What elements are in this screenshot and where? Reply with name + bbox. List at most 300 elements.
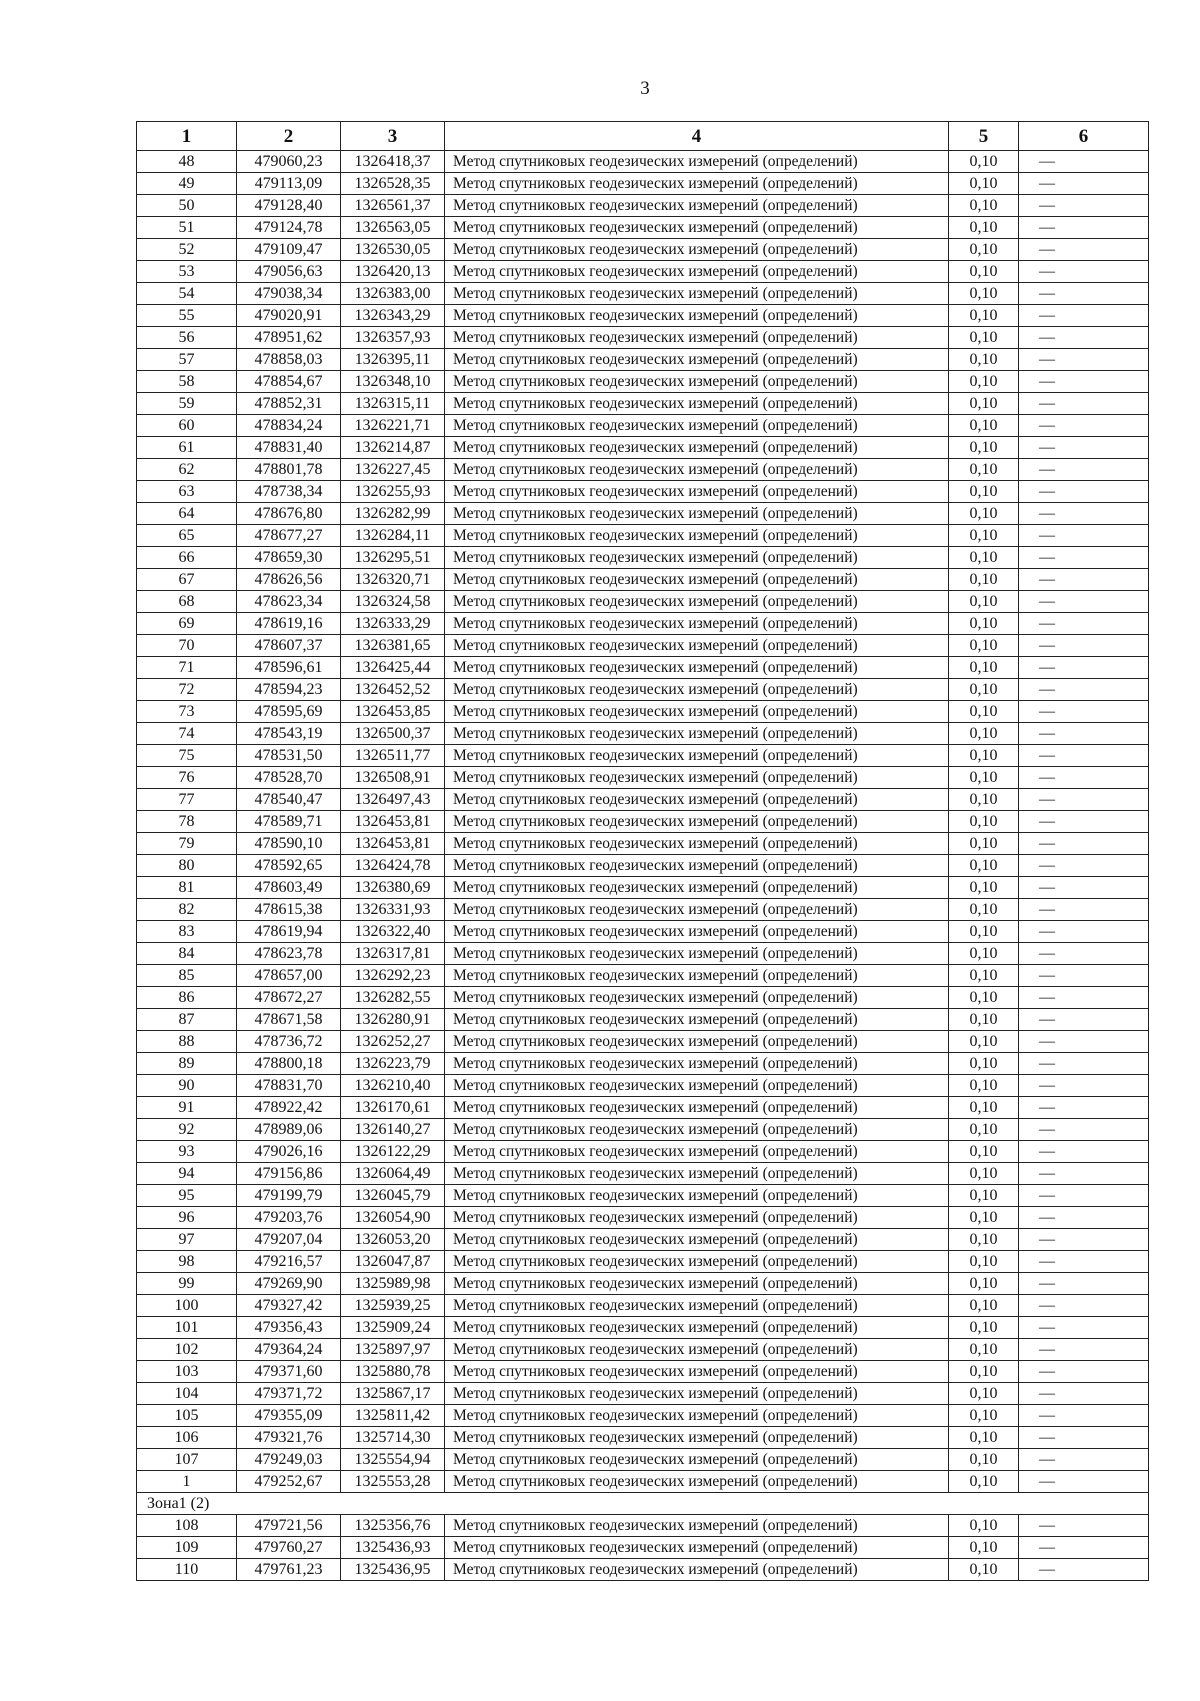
point-number-cell: 50: [137, 195, 237, 217]
table-row: [137, 1515, 1149, 1537]
method-cell: Метод спутниковых геодезических измерений (определений): [445, 1405, 949, 1427]
x-coordinate-cell: 479199,79: [237, 1185, 341, 1207]
x-coordinate-cell: 478736,72: [237, 1031, 341, 1053]
accuracy-cell: 0,10: [949, 943, 1019, 965]
y-coordinate-cell: 1326343,29: [341, 305, 445, 327]
x-coordinate-cell: 479156,86: [237, 1163, 341, 1185]
accuracy-cell: 0,10: [949, 1559, 1019, 1581]
accuracy-cell: 0,10: [949, 1537, 1019, 1559]
note-cell: —: [1019, 1361, 1149, 1383]
point-number-cell: 104: [137, 1383, 237, 1405]
note-cell: —: [1019, 349, 1149, 371]
method-cell: Метод спутниковых геодезических измерений (определений): [445, 459, 949, 481]
table-row: [137, 1383, 1149, 1405]
point-number-cell: 95: [137, 1185, 237, 1207]
point-number-cell: 57: [137, 349, 237, 371]
accuracy-cell: 0,10: [949, 1273, 1019, 1295]
y-coordinate-cell: 1326210,40: [341, 1075, 445, 1097]
accuracy-cell: 0,10: [949, 239, 1019, 261]
x-coordinate-cell: 479760,27: [237, 1537, 341, 1559]
y-coordinate-cell: 1326425,44: [341, 657, 445, 679]
note-cell: —: [1019, 745, 1149, 767]
point-number-cell: 69: [137, 613, 237, 635]
method-cell: Метод спутниковых геодезических измерений (определений): [445, 1251, 949, 1273]
note-cell: —: [1019, 1251, 1149, 1273]
note-cell: —: [1019, 547, 1149, 569]
column-header: 2: [237, 122, 341, 151]
note-cell: —: [1019, 1449, 1149, 1471]
point-number-cell: 83: [137, 921, 237, 943]
method-cell: Метод спутниковых геодезических измерений (определений): [445, 591, 949, 613]
y-coordinate-cell: 1326500,37: [341, 723, 445, 745]
table-row: [137, 1251, 1149, 1273]
method-cell: Метод спутниковых геодезических измерений (определений): [445, 1163, 949, 1185]
accuracy-cell: 0,10: [949, 1207, 1019, 1229]
point-number-cell: 96: [137, 1207, 237, 1229]
accuracy-cell: 0,10: [949, 1031, 1019, 1053]
column-header: 4: [445, 122, 949, 151]
note-cell: —: [1019, 503, 1149, 525]
note-cell: —: [1019, 635, 1149, 657]
accuracy-cell: 0,10: [949, 415, 1019, 437]
x-coordinate-cell: 479364,24: [237, 1339, 341, 1361]
x-coordinate-cell: 478834,24: [237, 415, 341, 437]
accuracy-cell: 0,10: [949, 371, 1019, 393]
accuracy-cell: 0,10: [949, 1427, 1019, 1449]
table-row: [137, 525, 1149, 547]
table-row: [137, 305, 1149, 327]
point-number-cell: 86: [137, 987, 237, 1009]
method-cell: Метод спутниковых геодезических измерений (определений): [445, 1075, 949, 1097]
y-coordinate-cell: 1326420,13: [341, 261, 445, 283]
y-coordinate-cell: 1326381,65: [341, 635, 445, 657]
y-coordinate-cell: 1326140,27: [341, 1119, 445, 1141]
x-coordinate-cell: 479109,47: [237, 239, 341, 261]
point-number-cell: 71: [137, 657, 237, 679]
method-cell: Метод спутниковых геодезических измерений (определений): [445, 635, 949, 657]
y-coordinate-cell: 1326170,61: [341, 1097, 445, 1119]
point-number-cell: 72: [137, 679, 237, 701]
y-coordinate-cell: 1326122,29: [341, 1141, 445, 1163]
zone-label: Зона1 (2): [137, 1493, 1149, 1515]
x-coordinate-cell: 478590,10: [237, 833, 341, 855]
method-cell: Метод спутниковых геодезических измерений (определений): [445, 547, 949, 569]
note-cell: —: [1019, 393, 1149, 415]
table-row: [137, 591, 1149, 613]
point-number-cell: 79: [137, 833, 237, 855]
x-coordinate-cell: 478738,34: [237, 481, 341, 503]
note-cell: —: [1019, 195, 1149, 217]
table-row: [137, 283, 1149, 305]
x-coordinate-cell: 478595,69: [237, 701, 341, 723]
note-cell: —: [1019, 1141, 1149, 1163]
table-row: [137, 151, 1149, 173]
method-cell: Метод спутниковых геодезических измерений (определений): [445, 415, 949, 437]
point-number-cell: 1: [137, 1471, 237, 1493]
x-coordinate-cell: 478676,80: [237, 503, 341, 525]
accuracy-cell: 0,10: [949, 899, 1019, 921]
note-cell: —: [1019, 1053, 1149, 1075]
y-coordinate-cell: 1326424,78: [341, 855, 445, 877]
method-cell: Метод спутниковых геодезических измерений (определений): [445, 767, 949, 789]
point-number-cell: 94: [137, 1163, 237, 1185]
y-coordinate-cell: 1326324,58: [341, 591, 445, 613]
x-coordinate-cell: 478951,62: [237, 327, 341, 349]
note-cell: —: [1019, 1273, 1149, 1295]
y-coordinate-cell: 1326530,05: [341, 239, 445, 261]
x-coordinate-cell: 479026,16: [237, 1141, 341, 1163]
point-number-cell: 103: [137, 1361, 237, 1383]
accuracy-cell: 0,10: [949, 349, 1019, 371]
accuracy-cell: 0,10: [949, 1295, 1019, 1317]
method-cell: Метод спутниковых геодезических измерений (определений): [445, 1339, 949, 1361]
note-cell: —: [1019, 1405, 1149, 1427]
note-cell: —: [1019, 833, 1149, 855]
table-row: [137, 437, 1149, 459]
x-coordinate-cell: 478596,61: [237, 657, 341, 679]
accuracy-cell: 0,10: [949, 569, 1019, 591]
x-coordinate-cell: 479124,78: [237, 217, 341, 239]
y-coordinate-cell: 1325989,98: [341, 1273, 445, 1295]
accuracy-cell: 0,10: [949, 591, 1019, 613]
table-row: [137, 481, 1149, 503]
accuracy-cell: 0,10: [949, 1229, 1019, 1251]
note-cell: —: [1019, 877, 1149, 899]
note-cell: —: [1019, 239, 1149, 261]
table-row: [137, 1273, 1149, 1295]
x-coordinate-cell: 479249,03: [237, 1449, 341, 1471]
y-coordinate-cell: 1326511,77: [341, 745, 445, 767]
method-cell: Метод спутниковых геодезических измерений (определений): [445, 1471, 949, 1493]
x-coordinate-cell: 479203,76: [237, 1207, 341, 1229]
table-row: [137, 173, 1149, 195]
table-row: [137, 1471, 1149, 1493]
y-coordinate-cell: 1326053,20: [341, 1229, 445, 1251]
point-number-cell: 91: [137, 1097, 237, 1119]
y-coordinate-cell: 1326453,81: [341, 833, 445, 855]
table-row: [137, 371, 1149, 393]
accuracy-cell: 0,10: [949, 833, 1019, 855]
y-coordinate-cell: 1326214,87: [341, 437, 445, 459]
y-coordinate-cell: 1326452,52: [341, 679, 445, 701]
note-cell: —: [1019, 613, 1149, 635]
table-row: [137, 855, 1149, 877]
table-row: [137, 635, 1149, 657]
x-coordinate-cell: 479020,91: [237, 305, 341, 327]
table-row: [137, 1097, 1149, 1119]
note-cell: —: [1019, 789, 1149, 811]
y-coordinate-cell: 1325897,97: [341, 1339, 445, 1361]
method-cell: Метод спутниковых геодезических измерений (определений): [445, 283, 949, 305]
method-cell: Метод спутниковых геодезических измерений (определений): [445, 943, 949, 965]
table-row: [137, 415, 1149, 437]
x-coordinate-cell: 478623,34: [237, 591, 341, 613]
table-row: [137, 789, 1149, 811]
method-cell: Метод спутниковых геодезических измерений (определений): [445, 1053, 949, 1075]
accuracy-cell: 0,10: [949, 811, 1019, 833]
table-row: [137, 1031, 1149, 1053]
accuracy-cell: 0,10: [949, 1163, 1019, 1185]
x-coordinate-cell: 478615,38: [237, 899, 341, 921]
table-row: [137, 943, 1149, 965]
method-cell: Метод спутниковых геодезических измерений (определений): [445, 327, 949, 349]
x-coordinate-cell: 478854,67: [237, 371, 341, 393]
zone-row: [137, 1493, 1149, 1515]
point-number-cell: 54: [137, 283, 237, 305]
point-number-cell: 106: [137, 1427, 237, 1449]
table-row: [137, 833, 1149, 855]
table-row: [137, 1009, 1149, 1031]
table-row: [137, 1075, 1149, 1097]
y-coordinate-cell: 1326054,90: [341, 1207, 445, 1229]
point-number-cell: 60: [137, 415, 237, 437]
point-number-cell: 56: [137, 327, 237, 349]
table-row: [137, 503, 1149, 525]
column-header: 1: [137, 122, 237, 151]
method-cell: Метод спутниковых геодезических измерений (определений): [445, 899, 949, 921]
table-row: [137, 1427, 1149, 1449]
note-cell: —: [1019, 1207, 1149, 1229]
x-coordinate-cell: 478594,23: [237, 679, 341, 701]
y-coordinate-cell: 1325554,94: [341, 1449, 445, 1471]
point-number-cell: 75: [137, 745, 237, 767]
accuracy-cell: 0,10: [949, 877, 1019, 899]
point-number-cell: 89: [137, 1053, 237, 1075]
accuracy-cell: 0,10: [949, 1251, 1019, 1273]
method-cell: Метод спутниковых геодезических измерений (определений): [445, 1537, 949, 1559]
note-cell: —: [1019, 1295, 1149, 1317]
table-row: [137, 877, 1149, 899]
y-coordinate-cell: 1326282,55: [341, 987, 445, 1009]
table-row: [137, 723, 1149, 745]
table-row: [137, 987, 1149, 1009]
accuracy-cell: 0,10: [949, 151, 1019, 173]
table-row: [137, 217, 1149, 239]
accuracy-cell: 0,10: [949, 437, 1019, 459]
point-number-cell: 80: [137, 855, 237, 877]
x-coordinate-cell: 479355,09: [237, 1405, 341, 1427]
point-number-cell: 49: [137, 173, 237, 195]
note-cell: —: [1019, 1339, 1149, 1361]
accuracy-cell: 0,10: [949, 1075, 1019, 1097]
y-coordinate-cell: 1325356,76: [341, 1515, 445, 1537]
method-cell: Метод спутниковых геодезических измерений (определений): [445, 261, 949, 283]
method-cell: Метод спутниковых геодезических измерений (определений): [445, 569, 949, 591]
column-header: 5: [949, 122, 1019, 151]
accuracy-cell: 0,10: [949, 283, 1019, 305]
y-coordinate-cell: 1325909,24: [341, 1317, 445, 1339]
point-number-cell: 102: [137, 1339, 237, 1361]
accuracy-cell: 0,10: [949, 723, 1019, 745]
note-cell: —: [1019, 1163, 1149, 1185]
accuracy-cell: 0,10: [949, 745, 1019, 767]
table-row: [137, 899, 1149, 921]
point-number-cell: 87: [137, 1009, 237, 1031]
y-coordinate-cell: 1326315,11: [341, 393, 445, 415]
accuracy-cell: 0,10: [949, 1009, 1019, 1031]
x-coordinate-cell: 478619,94: [237, 921, 341, 943]
note-cell: —: [1019, 811, 1149, 833]
y-coordinate-cell: 1326064,49: [341, 1163, 445, 1185]
point-number-cell: 97: [137, 1229, 237, 1251]
accuracy-cell: 0,10: [949, 701, 1019, 723]
x-coordinate-cell: 479060,23: [237, 151, 341, 173]
accuracy-cell: 0,10: [949, 1097, 1019, 1119]
note-cell: —: [1019, 327, 1149, 349]
accuracy-cell: 0,10: [949, 217, 1019, 239]
x-coordinate-cell: 478801,78: [237, 459, 341, 481]
accuracy-cell: 0,10: [949, 459, 1019, 481]
point-number-cell: 51: [137, 217, 237, 239]
x-coordinate-cell: 478626,56: [237, 569, 341, 591]
page-number: 3: [640, 78, 650, 99]
point-number-cell: 88: [137, 1031, 237, 1053]
point-number-cell: 92: [137, 1119, 237, 1141]
y-coordinate-cell: 1326418,37: [341, 151, 445, 173]
note-cell: —: [1019, 723, 1149, 745]
note-cell: —: [1019, 657, 1149, 679]
x-coordinate-cell: 478657,00: [237, 965, 341, 987]
point-number-cell: 70: [137, 635, 237, 657]
method-cell: Метод спутниковых геодезических измерений (определений): [445, 1427, 949, 1449]
y-coordinate-cell: 1326292,23: [341, 965, 445, 987]
method-cell: Метод спутниковых геодезических измерений (определений): [445, 525, 949, 547]
accuracy-cell: 0,10: [949, 635, 1019, 657]
accuracy-cell: 0,10: [949, 481, 1019, 503]
column-header: 6: [1019, 122, 1149, 151]
y-coordinate-cell: 1326508,91: [341, 767, 445, 789]
note-cell: —: [1019, 371, 1149, 393]
y-coordinate-cell: 1326280,91: [341, 1009, 445, 1031]
y-coordinate-cell: 1325867,17: [341, 1383, 445, 1405]
y-coordinate-cell: 1326497,43: [341, 789, 445, 811]
table-row: [137, 679, 1149, 701]
x-coordinate-cell: 478531,50: [237, 745, 341, 767]
x-coordinate-cell: 479371,72: [237, 1383, 341, 1405]
method-cell: Метод спутниковых геодезических измерений (определений): [445, 679, 949, 701]
y-coordinate-cell: 1326282,99: [341, 503, 445, 525]
y-coordinate-cell: 1326331,93: [341, 899, 445, 921]
point-number-cell: 77: [137, 789, 237, 811]
y-coordinate-cell: 1326561,37: [341, 195, 445, 217]
method-cell: Метод спутниковых геодезических измерений (определений): [445, 239, 949, 261]
accuracy-cell: 0,10: [949, 1185, 1019, 1207]
method-cell: Метод спутниковых геодезических измерений (определений): [445, 393, 949, 415]
x-coordinate-cell: 479721,56: [237, 1515, 341, 1537]
method-cell: Метод спутниковых геодезических измерений (определений): [445, 1119, 949, 1141]
x-coordinate-cell: 479207,04: [237, 1229, 341, 1251]
note-cell: —: [1019, 1537, 1149, 1559]
method-cell: Метод спутниковых геодезических измерений (определений): [445, 811, 949, 833]
note-cell: —: [1019, 305, 1149, 327]
accuracy-cell: 0,10: [949, 525, 1019, 547]
method-cell: Метод спутниковых геодезических измерений (определений): [445, 1207, 949, 1229]
note-cell: —: [1019, 767, 1149, 789]
y-coordinate-cell: 1326284,11: [341, 525, 445, 547]
note-cell: —: [1019, 679, 1149, 701]
x-coordinate-cell: 478831,40: [237, 437, 341, 459]
method-cell: Метод спутниковых геодезических измерений (определений): [445, 987, 949, 1009]
y-coordinate-cell: 1325811,42: [341, 1405, 445, 1427]
accuracy-cell: 0,10: [949, 1053, 1019, 1075]
point-number-cell: 81: [137, 877, 237, 899]
table-row: [137, 1053, 1149, 1075]
method-cell: Метод спутниковых геодезических измерений (определений): [445, 657, 949, 679]
table-row: [137, 1559, 1149, 1581]
y-coordinate-cell: 1326317,81: [341, 943, 445, 965]
method-cell: Метод спутниковых геодезических измерений (определений): [445, 217, 949, 239]
method-cell: Метод спутниковых геодезических измерений (определений): [445, 833, 949, 855]
note-cell: —: [1019, 437, 1149, 459]
x-coordinate-cell: 479321,76: [237, 1427, 341, 1449]
table-row: [137, 1185, 1149, 1207]
y-coordinate-cell: 1326252,27: [341, 1031, 445, 1053]
column-header: 3: [341, 122, 445, 151]
table-body: [137, 122, 1149, 1581]
point-number-cell: 107: [137, 1449, 237, 1471]
note-cell: —: [1019, 151, 1149, 173]
note-cell: —: [1019, 1075, 1149, 1097]
point-number-cell: 53: [137, 261, 237, 283]
point-number-cell: 99: [137, 1273, 237, 1295]
point-number-cell: 84: [137, 943, 237, 965]
x-coordinate-cell: 479113,09: [237, 173, 341, 195]
table-row: [137, 745, 1149, 767]
table-row: [137, 349, 1149, 371]
method-cell: Метод спутниковых геодезических измерений (определений): [445, 701, 949, 723]
accuracy-cell: 0,10: [949, 327, 1019, 349]
y-coordinate-cell: 1326047,87: [341, 1251, 445, 1273]
y-coordinate-cell: 1326357,93: [341, 327, 445, 349]
y-coordinate-cell: 1326295,51: [341, 547, 445, 569]
point-number-cell: 93: [137, 1141, 237, 1163]
accuracy-cell: 0,10: [949, 987, 1019, 1009]
note-cell: —: [1019, 173, 1149, 195]
point-number-cell: 62: [137, 459, 237, 481]
x-coordinate-cell: 479371,60: [237, 1361, 341, 1383]
note-cell: —: [1019, 481, 1149, 503]
x-coordinate-cell: 478528,70: [237, 767, 341, 789]
y-coordinate-cell: 1326227,45: [341, 459, 445, 481]
y-coordinate-cell: 1326223,79: [341, 1053, 445, 1075]
table-row: [137, 547, 1149, 569]
point-number-cell: 66: [137, 547, 237, 569]
point-number-cell: 67: [137, 569, 237, 591]
note-cell: —: [1019, 1229, 1149, 1251]
note-cell: —: [1019, 1559, 1149, 1581]
method-cell: Метод спутниковых геодезических измерений (определений): [445, 1229, 949, 1251]
accuracy-cell: 0,10: [949, 1515, 1019, 1537]
point-number-cell: 65: [137, 525, 237, 547]
table-row: [137, 195, 1149, 217]
method-cell: Метод спутниковых геодезических измерений (определений): [445, 371, 949, 393]
note-cell: —: [1019, 855, 1149, 877]
note-cell: —: [1019, 1031, 1149, 1053]
table-row: [137, 1537, 1149, 1559]
y-coordinate-cell: 1326453,85: [341, 701, 445, 723]
method-cell: Метод спутниковых геодезических измерений (определений): [445, 1449, 949, 1471]
y-coordinate-cell: 1326383,00: [341, 283, 445, 305]
note-cell: —: [1019, 921, 1149, 943]
method-cell: Метод спутниковых геодезических измерений (определений): [445, 1185, 949, 1207]
note-cell: —: [1019, 987, 1149, 1009]
table-row: [137, 921, 1149, 943]
x-coordinate-cell: 479327,42: [237, 1295, 341, 1317]
accuracy-cell: 0,10: [949, 855, 1019, 877]
note-cell: —: [1019, 525, 1149, 547]
method-cell: Метод спутниковых геодезических измерений (определений): [445, 173, 949, 195]
table-row: [137, 613, 1149, 635]
